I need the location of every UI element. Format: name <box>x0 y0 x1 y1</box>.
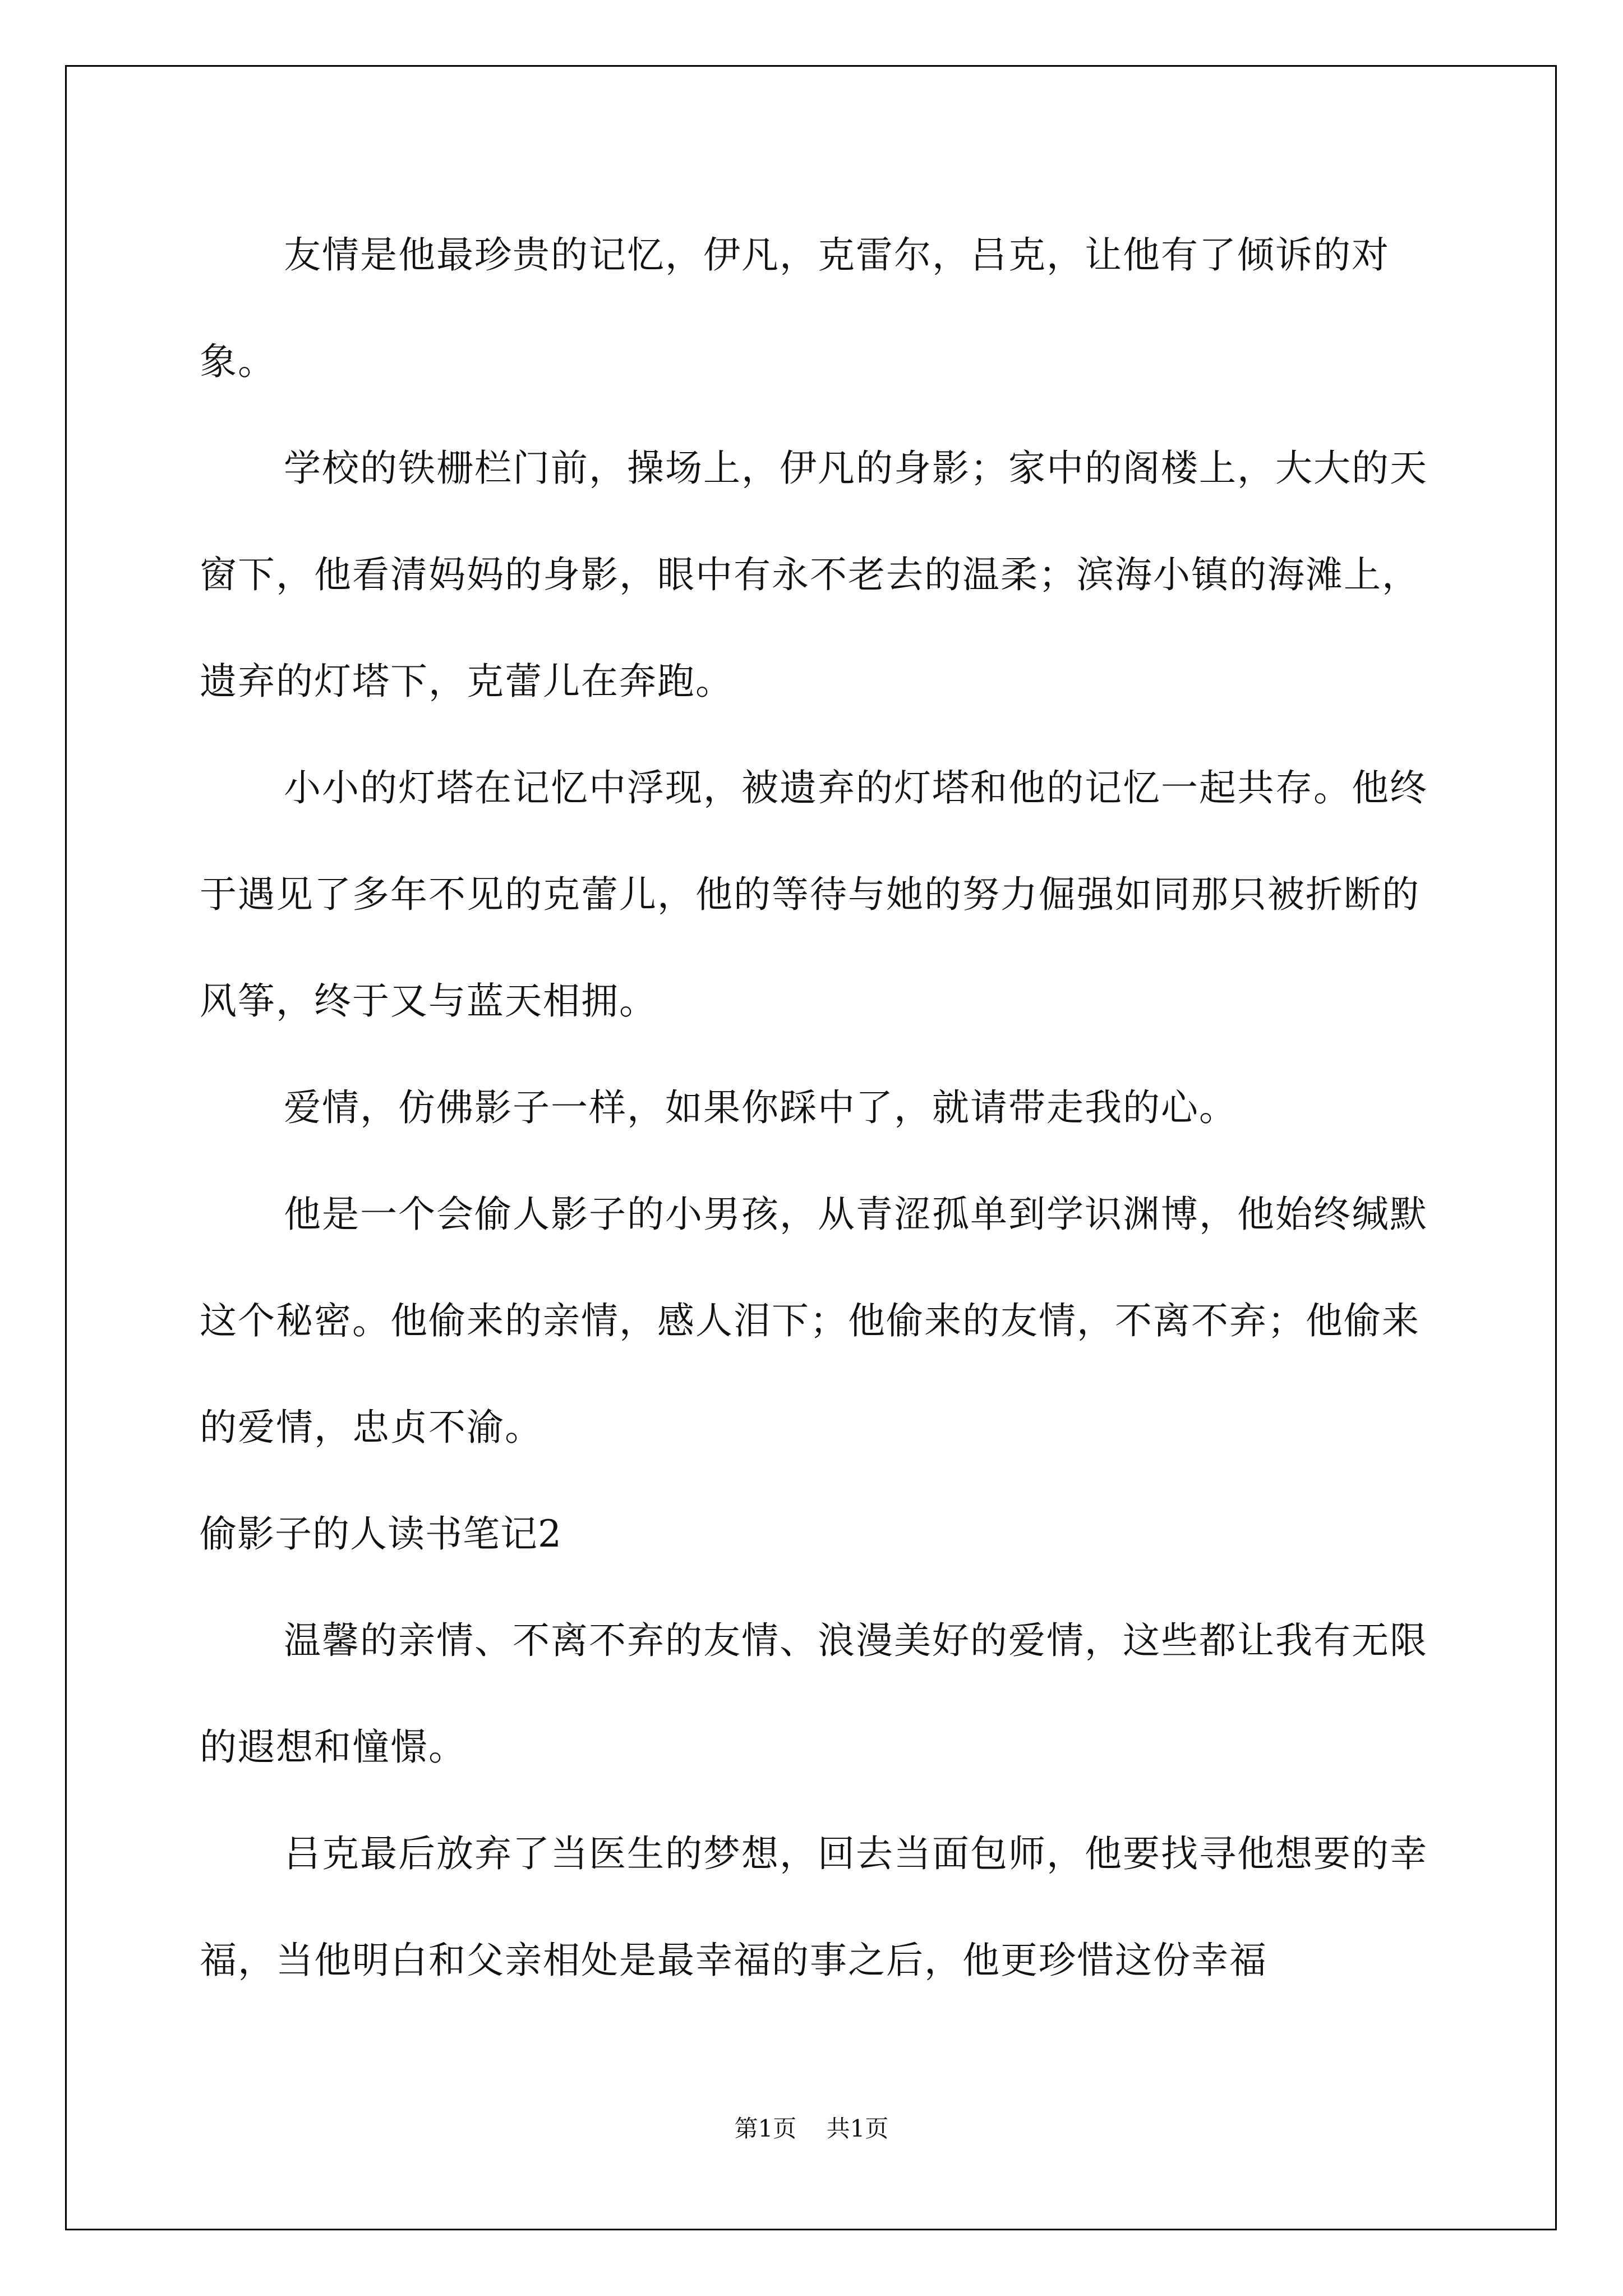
paragraph-3: 小小的灯塔在记忆中浮现，被遗弃的灯塔和他的记忆一起共存。他终于遇见了多年不见的克蕾儿，他的等待与她的努力倔强如同那只被折断的风筝，终于又与蓝天相拥。 <box>200 766 1428 1023</box>
section-heading: 偷影子的人读书笔记2 <box>200 1512 562 1556</box>
paragraph-7: 吕克最后放弃了当医生的梦想，回去当面包师，他要找寻他想要的幸福，当他明白和父亲相处是最幸福的事之后，他更珍惜这份幸福 <box>200 1832 1428 1982</box>
page-footer <box>0 2110 1623 2144</box>
document-body <box>200 202 1429 2014</box>
paragraph-1: 友情是他最珍贵的记忆，伊凡，克雷尔，吕克，让他有了倾诉的对象。 <box>200 233 1390 383</box>
paragraph-4: 爱情，仿佛影子一样，如果你踩中了，就请带走我的心。 <box>284 1086 1237 1129</box>
page-number-current: 第1页 <box>734 2115 797 2142</box>
paragraph-6: 温馨的亲情、不离不弃的友情、浪漫美好的爱情，这些都让我有无限的遐想和憧憬。 <box>200 1619 1428 1769</box>
paragraph-2: 学校的铁栅栏门前，操场上，伊凡的身影；家中的阁楼上，大大的天窗下，他看清妈妈的身影，眼中有永不老去的温柔；滨海小镇的海滩上，遗弃的灯塔下，克蕾儿在奔跑。 <box>200 447 1428 703</box>
paragraph-5: 他是一个会偷人影子的小男孩，从青涩孤单到学识渊博，他始终缄默这个秘密。他偷来的亲情，感人泪下；他偷来的友情，不离不弃；他偷来的爱情，忠贞不渝。 <box>200 1193 1428 1449</box>
page-number-total: 共1页 <box>826 2115 889 2142</box>
